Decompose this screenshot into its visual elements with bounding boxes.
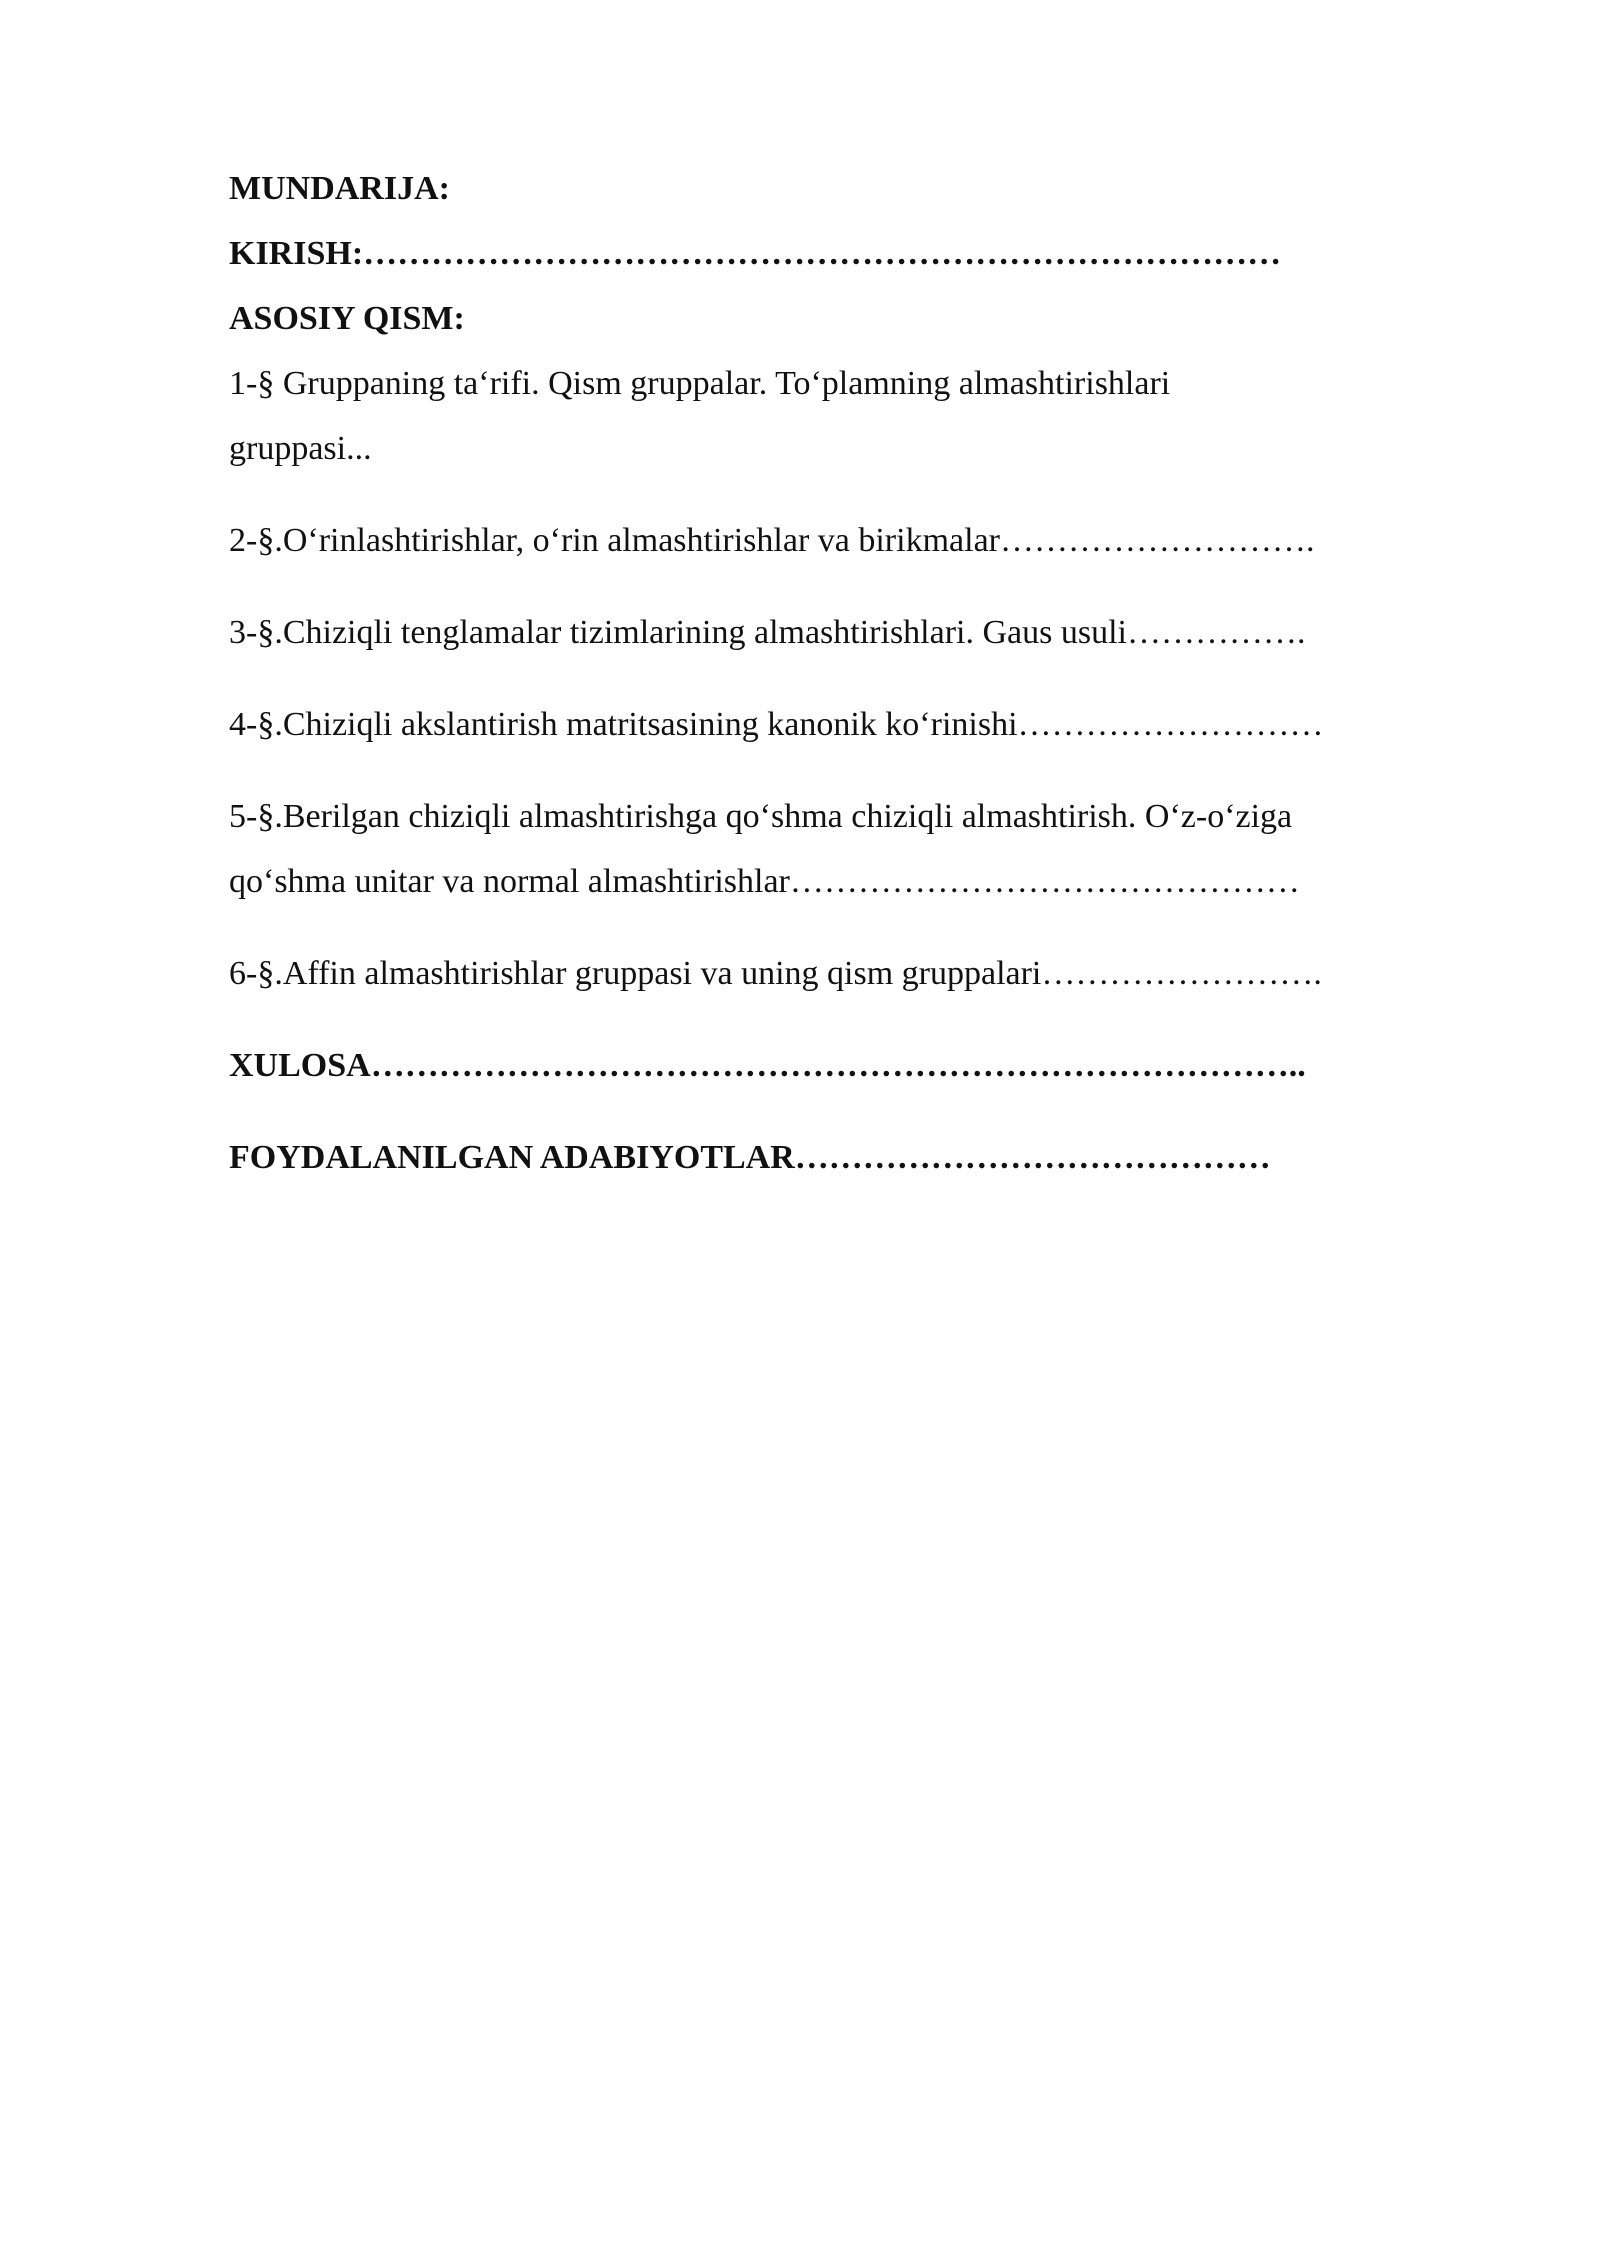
toc-section-2 — [229, 508, 1479, 573]
toc-section-3 — [229, 600, 1479, 665]
toc-main-part: ASOSIY QISM: — [229, 300, 465, 337]
toc-section-5-line2: qo‘shma unitar va normal almashtirishlar……………………………………… — [229, 863, 1300, 900]
toc-section-6 — [229, 941, 1479, 1006]
toc-section-3-line1: 3-§.Chiziqli tenglamalar tizimlarining almashtirishlari. Gaus usuli……………. — [229, 614, 1306, 651]
toc-section-4-line1: 4-§.Chiziqli akslantirish matritsasining kanonik ko‘rinishi……………………… — [229, 706, 1324, 743]
toc-heading: MUNDARIJA: — [229, 170, 450, 207]
table-of-contents — [229, 156, 1479, 1190]
toc-section-5-line1: 5-§.Berilgan chiziqli almashtirishga qo‘shma chiziqli almashtirish. O‘z-o‘ziga — [229, 798, 1293, 835]
toc-section-1-line2: gruppasi... — [229, 430, 372, 467]
toc-references: FOYDALANILGAN ADABIYOTLAR…………………………………… — [229, 1139, 1271, 1176]
toc-section-4 — [229, 692, 1479, 757]
toc-section-2-line1: 2-§.O‘rinlashtirishlar, o‘rin almashtirishlar va birikmalar………………………. — [229, 522, 1315, 559]
toc-section-1 — [229, 351, 1479, 481]
toc-intro: KIRISH:……………………………………………………………………… — [229, 235, 1282, 272]
toc-section-5 — [229, 784, 1479, 914]
toc-section-6-line1: 6-§.Affin almashtirishlar gruppasi va uning qism gruppalari……………………. — [229, 955, 1322, 992]
toc-conclusion: XULOSA……………………………………………………………………….. — [229, 1047, 1306, 1084]
toc-section-1-line1: 1-§ Gruppaning ta‘rifi. Qism gruppalar. To‘plamning almashtirishlari — [229, 365, 1171, 402]
